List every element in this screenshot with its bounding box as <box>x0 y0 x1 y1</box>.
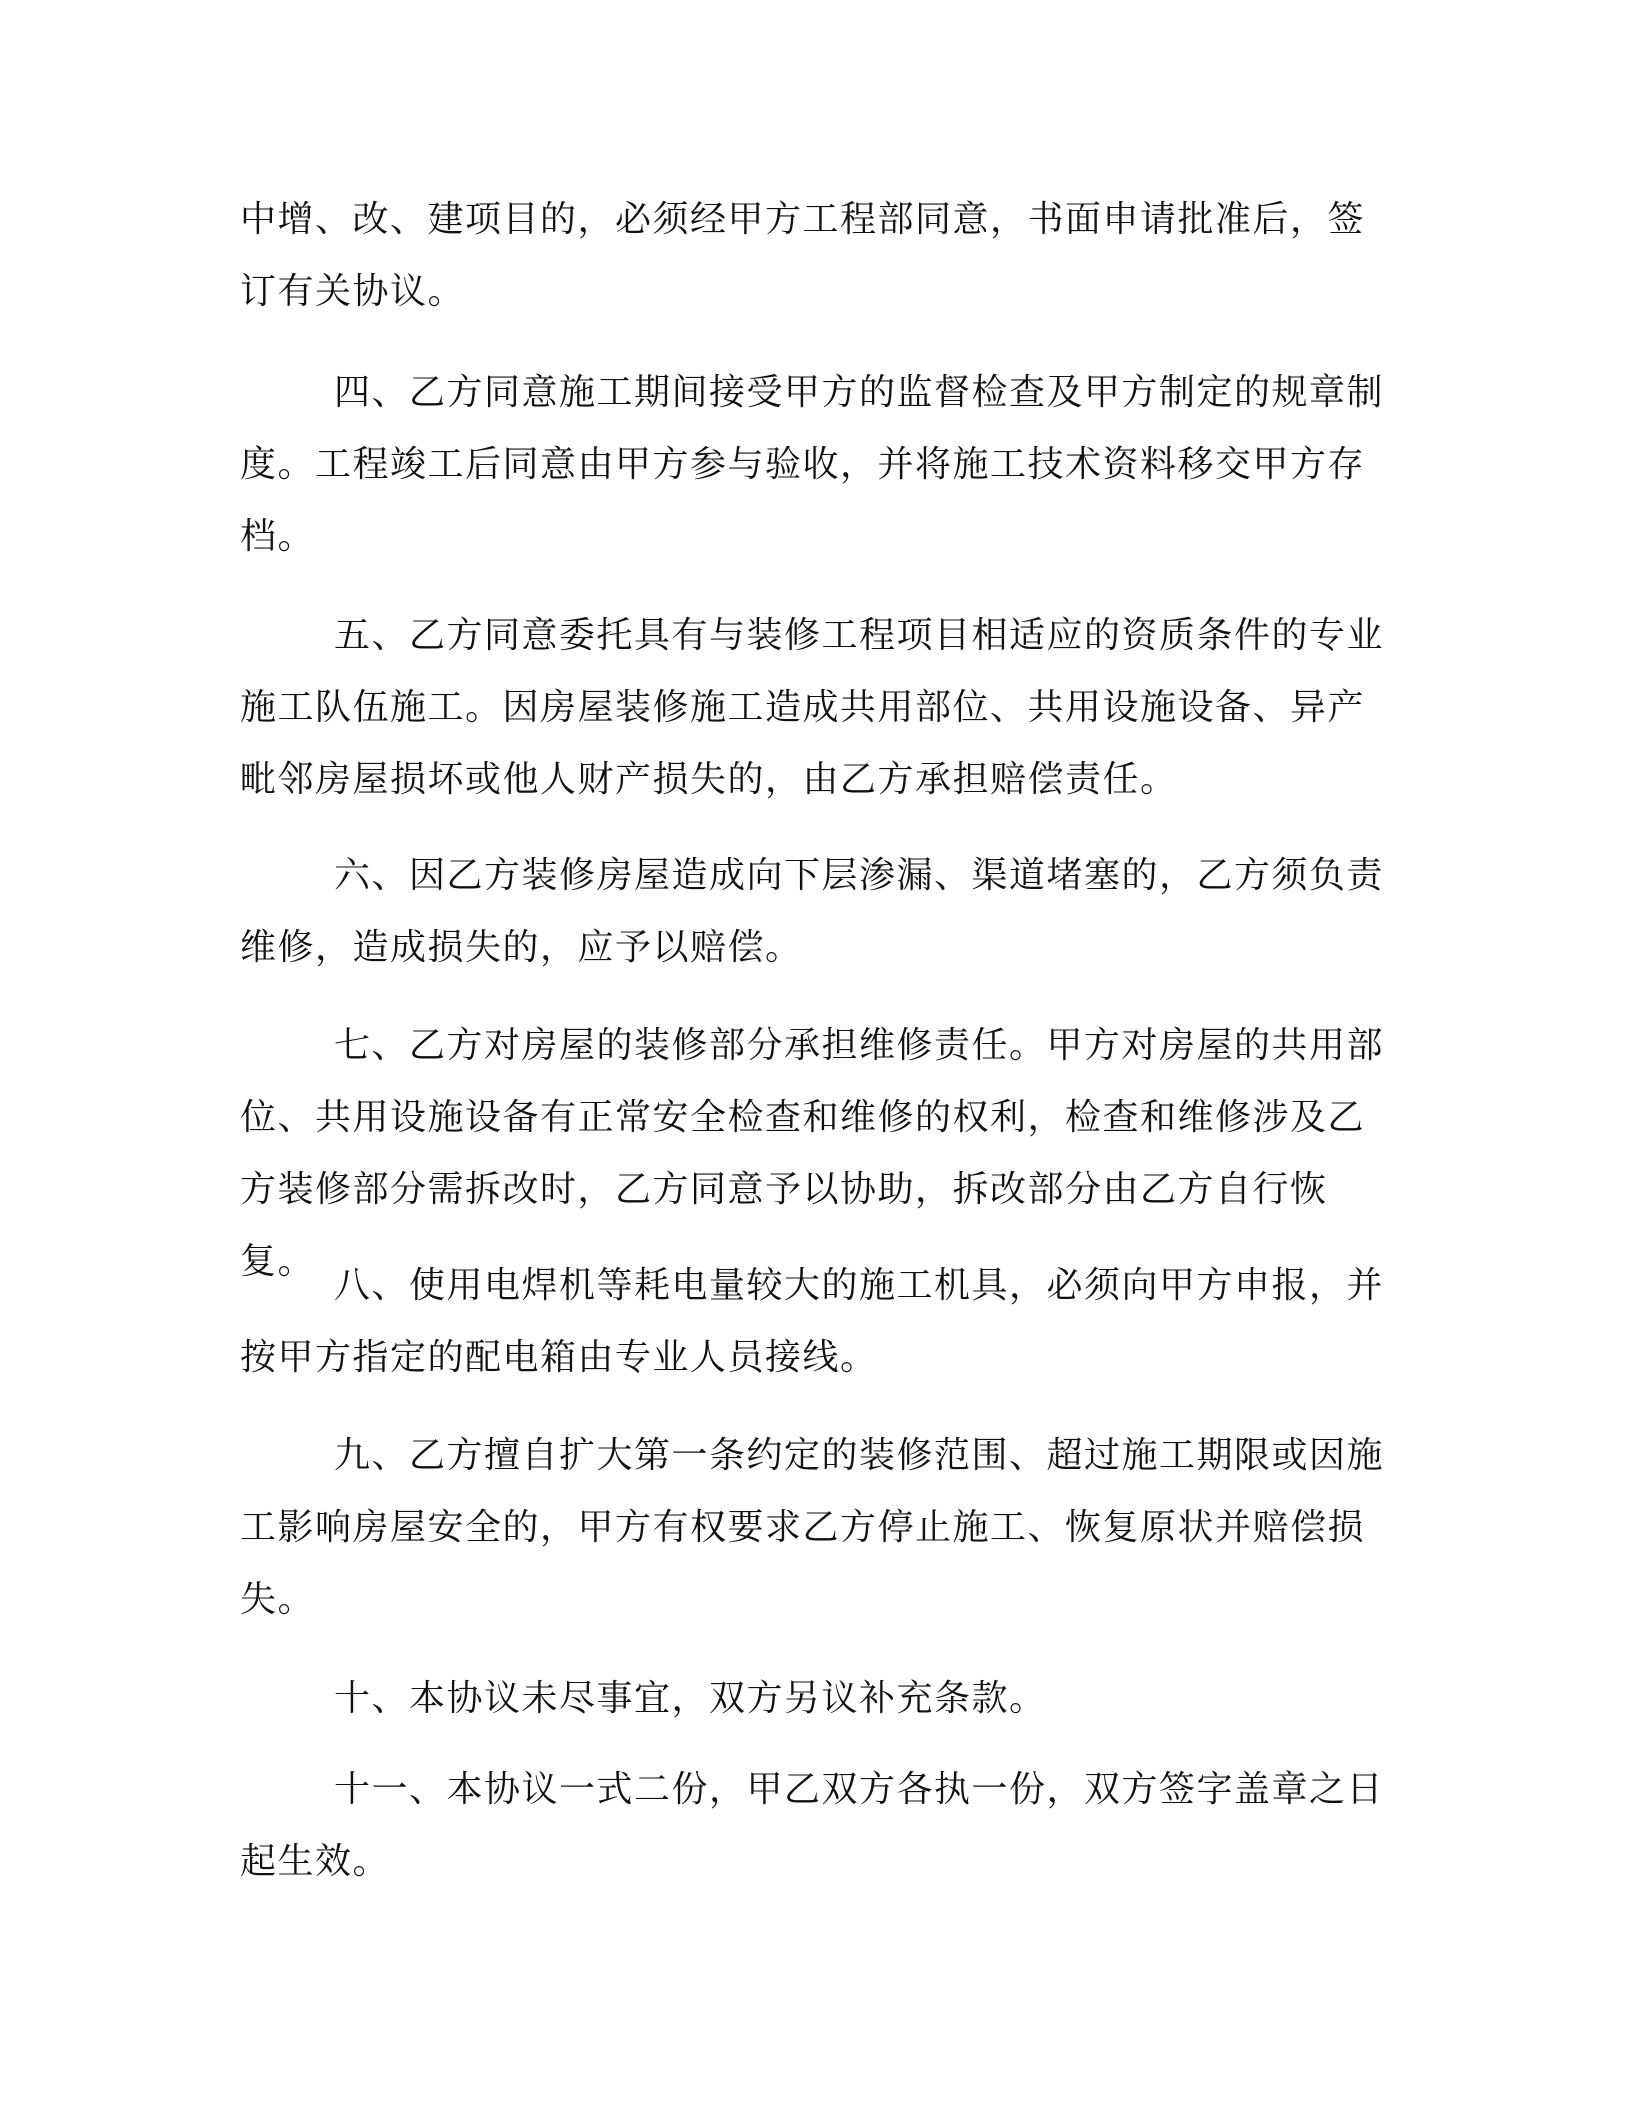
paragraph-clause-11: 十一、本协议一式二份，甲乙双方各执一份，双方签字盖章之日起生效。 <box>240 1769 1385 1882</box>
paragraph-continuation: 中增、改、建项目的，必须经甲方工程部同意，书面申请批准后，签订有关协议。 <box>240 199 1366 312</box>
paragraph-clause-5: 五、乙方同意委托具有与装修工程项目相适应的资质条件的专业施工队伍施工。因房屋装修施工造成共用部位、共用设施设备、异产毗邻房屋损坏或他人财产损失的，由乙方承担赔偿责任。 <box>240 615 1385 800</box>
paragraph-clause-10: 十、本协议未尽事宜，双方另议补充条款。 <box>334 1678 1047 1719</box>
paragraph-clause-4: 四、乙方同意施工期间接受甲方的监督检查及甲方制定的规章制度。工程竣工后同意由甲方参与验收，并将施工技术资料移交甲方存档。 <box>240 372 1385 557</box>
paragraph-clause-8: 八、使用电焊机等耗电量较大的施工机具，必须向甲方申报，并按甲方指定的配电箱由专业人员接线。 <box>240 1265 1385 1378</box>
paragraph-clause-9: 九、乙方擅自扩大第一条约定的装修范围、超过施工期限或因施工影响房屋安全的，甲方有权要求乙方停止施工、恢复原状并赔偿损失。 <box>240 1435 1385 1620</box>
paragraph-clause-7: 七、乙方对房屋的装修部分承担维修责任。甲方对房屋的共用部位、共用设施设备有正常安全检查和维修的权利，检查和维修涉及乙方装修部分需拆改时，乙方同意予以协助，拆改部分由乙方自行恢复。 <box>240 1025 1385 1282</box>
paragraph-clause-6: 六、因乙方装修房屋造成向下层渗漏、渠道堵塞的，乙方须负责维修，造成损失的，应予以赔偿。 <box>240 855 1385 968</box>
